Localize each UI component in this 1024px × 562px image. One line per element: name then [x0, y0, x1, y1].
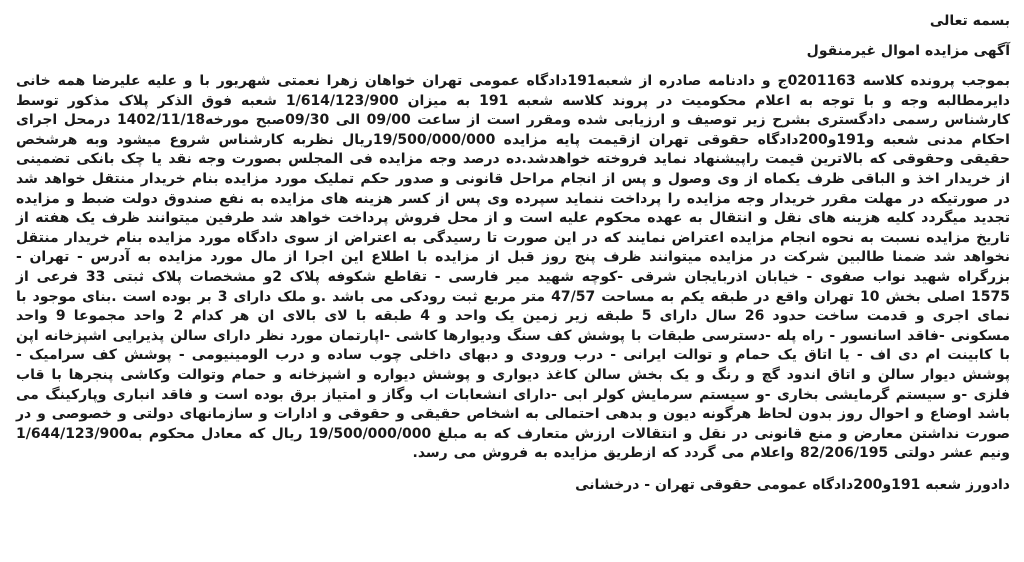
notice-title: آگهی مزایده اموال غیرمنقول — [806, 43, 1010, 59]
notice-header: بسمه تعالی — [929, 13, 1010, 29]
notice-body: بموجب پرونده کلاسه 0201163ج و دادنامه صادره از شعبه191دادگاه عمومی تهران خواهان زهرا نعمتی شهریور با و علیه علیرضا همه خانی دایرمطالبه وجه و با توجه به اعلام محکومیت در پروند کلاسه شعبه 191 به میزان 1/614/123/900 شعبه فوق الذکر پلاک مذکور توسط کارشناس رسمی دادگستری بشرح زیر توصیف و ارزیابی شده ومقرر است از ساعت 09/00 الی 09/30صبح مورخه1402/11/18 درمحل اجرای احکام مدنی شعبه و191و200دادگاه حقوقی تهران ازقیمت پایه مزایده 19/500/000/000ریال نظربه کارشناس شروع میشود وبه هرشخص حقیقی وحقوقی که بالاترین قیمت راپیشنهاد نماید فروخته خواهدشد.ده درصد وجه مزایده فی المجلس بصورت وجه نقد یا چک بانکی تضمینی از خریدار اخذ و الباقی ظرف یکماه از وی وصول و پس از انجام مراحل قانونی و صدور حکم تملیک مورد مزایده بنام خریدار منتقل خواهد شد در صورتیکه در مهلت مقرر خریدار وجه مزایده را پرداخت ننماید سپرده وی پس از کسر هزینه های مزایده به نفع صندوق دولت ضبط و مزایده تجدید میگردد کلیه هزینه های نقل و انتقال به عهده محکوم علیه است و از محل فروش پرداخت خواهد شد طرفین میتوانند ظرف یک هفته از تاریخ مزایده نسبت به نحوه انجام مزایده اعتراض نمایند که در این صورت تا رسیدگی به اعتراض از سوی دادگاه مورد مزایده بنام خریدار منتقل نخواهد شد ضمنا طالبین شرکت در مزایده میتوانند ظرف پنج روز قبل از مزایده با اطلاع این اجرا از مال مورد مزایده به آدرس - تهران - بزرگراه شهید نواب صفوی - خیابان اذربایجان شرقی -کوچه شهید میر فارسی - تقاطع شکوفه پلاک 2و مشخصات پلاک ثبتی 33 فرعی از 1575 اصلی بخش 10 تهران واقع در طبقه یکم به مساحت 47/57 متر مربع ثبت رودکی می باشد .و ملک دارای 3 بر بوده است .بنای موجود با نمای اجری و قدمت ساخت حدود 26 سال دارای 5 طبقه زیر زمین یک واحد و 4 طبقه با لای بالای ان هر کدام 2 واحد مجموعا 9 واحد مسکونی -فاقد اسانسور - راه پله -دسترسی طبقات با پوشش کف سنگ ودیوارها کاشی -اپارتمان مورد نظر دارای سالن پذیرایی اشپزخانه اپن با کابینت ام دی اف - یا اتاق یک حمام و توالت ایرانی - درب ورودی و دبهای داخلی چوب ساده و درب الومینیومی - پوشش کف سرامیک - پوشش دیوار سالن و اتاق اندود گچ و رنگ و یک بخش سالن کاغذ دیواری و پوشش دیواره و اشپزخانه و حمام وتوالت وکاشی پنجرها با قاب فلزی -و سیستم گرمایشی بخاری -و سیستم سرمایش کولر ابی -دارای انشعابات اب وگاز و امتیاز برق بوده است و فاقد انباری وپارکینگ می باشد اوضاع و احوال روز بدون لحاظ هرگونه دیون و بدهی احتمالی به اشخاص حقیقی و حقوقی و ادارات و سازمانهای دولتی و خصوصی و در صورت نداشتن معارض و منع قانونی در نقل و انتقالات ارزش متعارف که به مبلغ 19/500/000/000 ریال که معادل محکوم به1/644/123/900 ونیم عشر دولتی 82/206/195 واعلام می گردد که ازطریق مزایده به فروش می رسد. — [16, 73, 1011, 462]
notice-signature: دادورز شعبه 191و200دادگاه عمومی حقوقی تهران - درخشانی — [575, 476, 1010, 493]
